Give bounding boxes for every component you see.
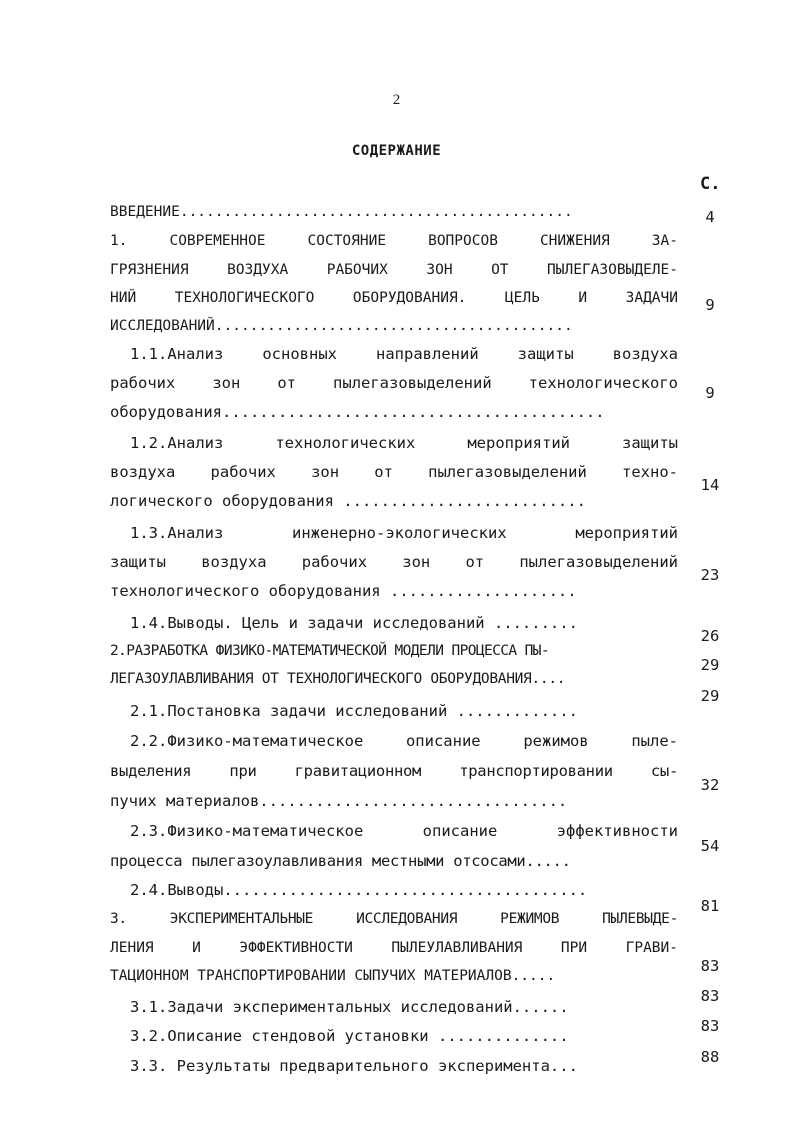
page-ref: 83 xyxy=(700,987,720,1005)
page-ref: 29 xyxy=(700,687,720,705)
toc-line: защиты воздуха рабочих зон от пылегазовыделений xyxy=(110,553,678,571)
toc-line: 2.2.Физико-математическое описание режимов пыле- xyxy=(130,732,678,750)
toc-line: 1.4.Выводы. Цель и задачи исследований ......... xyxy=(130,614,578,632)
page-ref: 88 xyxy=(700,1048,720,1066)
page-ref: 23 xyxy=(700,566,720,584)
toc-line: ТАЦИОННОМ ТРАНСПОРТИРОВАНИИ СЫПУЧИХ МАТЕРИАЛОВ..... xyxy=(110,968,556,984)
page-number: 2 xyxy=(392,92,401,108)
toc-line: 2.1.Постановка задачи исследований ............. xyxy=(130,702,578,720)
toc-line: 3.3. Результаты предварительного эксперимента... xyxy=(130,1057,578,1075)
page-ref: 29 xyxy=(700,656,720,674)
toc-line: ИССЛЕДОВАНИЙ......................................... xyxy=(110,318,573,334)
page-ref: 9 xyxy=(705,296,715,314)
toc-line: 1.1.Анализ основных направлений защиты воздуха xyxy=(130,345,678,363)
page-title: СОДЕРЖАНИЕ xyxy=(351,143,442,159)
page-ref: 32 xyxy=(700,776,720,794)
toc-line: процесса пылегазоулавливания местными отсосами..... xyxy=(110,852,571,870)
toc-line: 1.2.Анализ технологических мероприятий защиты xyxy=(130,434,678,452)
toc-line: ЛЕНИЯ И ЭФФЕКТИВНОСТИ ПЫЛЕУЛАВЛИВАНИЯ ПРИ ГРАВИ- xyxy=(110,940,678,956)
page-ref: 4 xyxy=(705,208,715,226)
page-ref: 9 xyxy=(705,384,715,402)
toc-line: ГРЯЗНЕНИЯ ВОЗДУХА РАБОЧИХ ЗОН ОТ ПЫЛЕГАЗОВЫДЕЛЕ- xyxy=(110,262,678,278)
page-ref: 83 xyxy=(700,957,720,975)
toc-line: 2.РАЗРАБОТКА ФИЗИКО-МАТЕМАТИЧЕСКОЙ МОДЕЛИ ПРОЦЕССА ПЫ- xyxy=(110,643,550,659)
toc-line: воздуха рабочих зон от пылегазовыделений техно- xyxy=(110,463,678,481)
toc-line: НИЙ ТЕХНОЛОГИЧЕСКОГО ОБОРУДОВАНИЯ. ЦЕЛЬ И ЗАДАЧИ xyxy=(110,290,678,306)
page-ref: 54 xyxy=(700,837,720,855)
toc-line: ВВЕДЕНИЕ............................................. xyxy=(110,204,573,220)
toc-line: оборудования......................................... xyxy=(110,403,605,421)
toc-line: выделения при гравитационном транспортировании сы- xyxy=(110,762,678,780)
page-column-header: С. xyxy=(700,174,721,194)
toc-line: 1. СОВРЕМЕННОЕ СОСТОЯНИЕ ВОПРОСОВ СНИЖЕНИЯ ЗА- xyxy=(110,233,678,249)
toc-line: 2.4.Выводы....................................... xyxy=(130,881,588,899)
toc-line: ЛЕГАЗОУЛАВЛИВАНИЯ ОТ ТЕХНОЛОГИЧЕСКОГО ОБОРУДОВАНИЯ.... xyxy=(110,671,566,687)
toc-line: 1.3.Анализ инженерно-экологических мероприятий xyxy=(130,524,678,542)
page-ref: 81 xyxy=(700,897,720,915)
toc-line: пучих материалов................................. xyxy=(110,792,568,810)
page-ref: 26 xyxy=(700,627,720,645)
page-ref: 14 xyxy=(700,476,720,494)
page-ref: 83 xyxy=(700,1017,720,1035)
toc-line: 3.2.Описание стендовой установки .............. xyxy=(130,1027,569,1045)
toc-line: 3. ЭКСПЕРИМЕНТАЛЬНЫЕ ИССЛЕДОВАНИЯ РЕЖИМОВ ПЫЛЕВЫДЕ- xyxy=(110,911,678,927)
toc-line: рабочих зон от пылегазовыделений технологического xyxy=(110,374,678,392)
toc-line: 2.3.Физико-математическое описание эффективности xyxy=(130,822,678,840)
toc-line: логического оборудования .......................... xyxy=(110,492,586,510)
toc-line: технологического оборудования .................... xyxy=(110,582,577,600)
toc-line: 3.1.Задачи экспериментальных исследований...... xyxy=(130,998,569,1016)
